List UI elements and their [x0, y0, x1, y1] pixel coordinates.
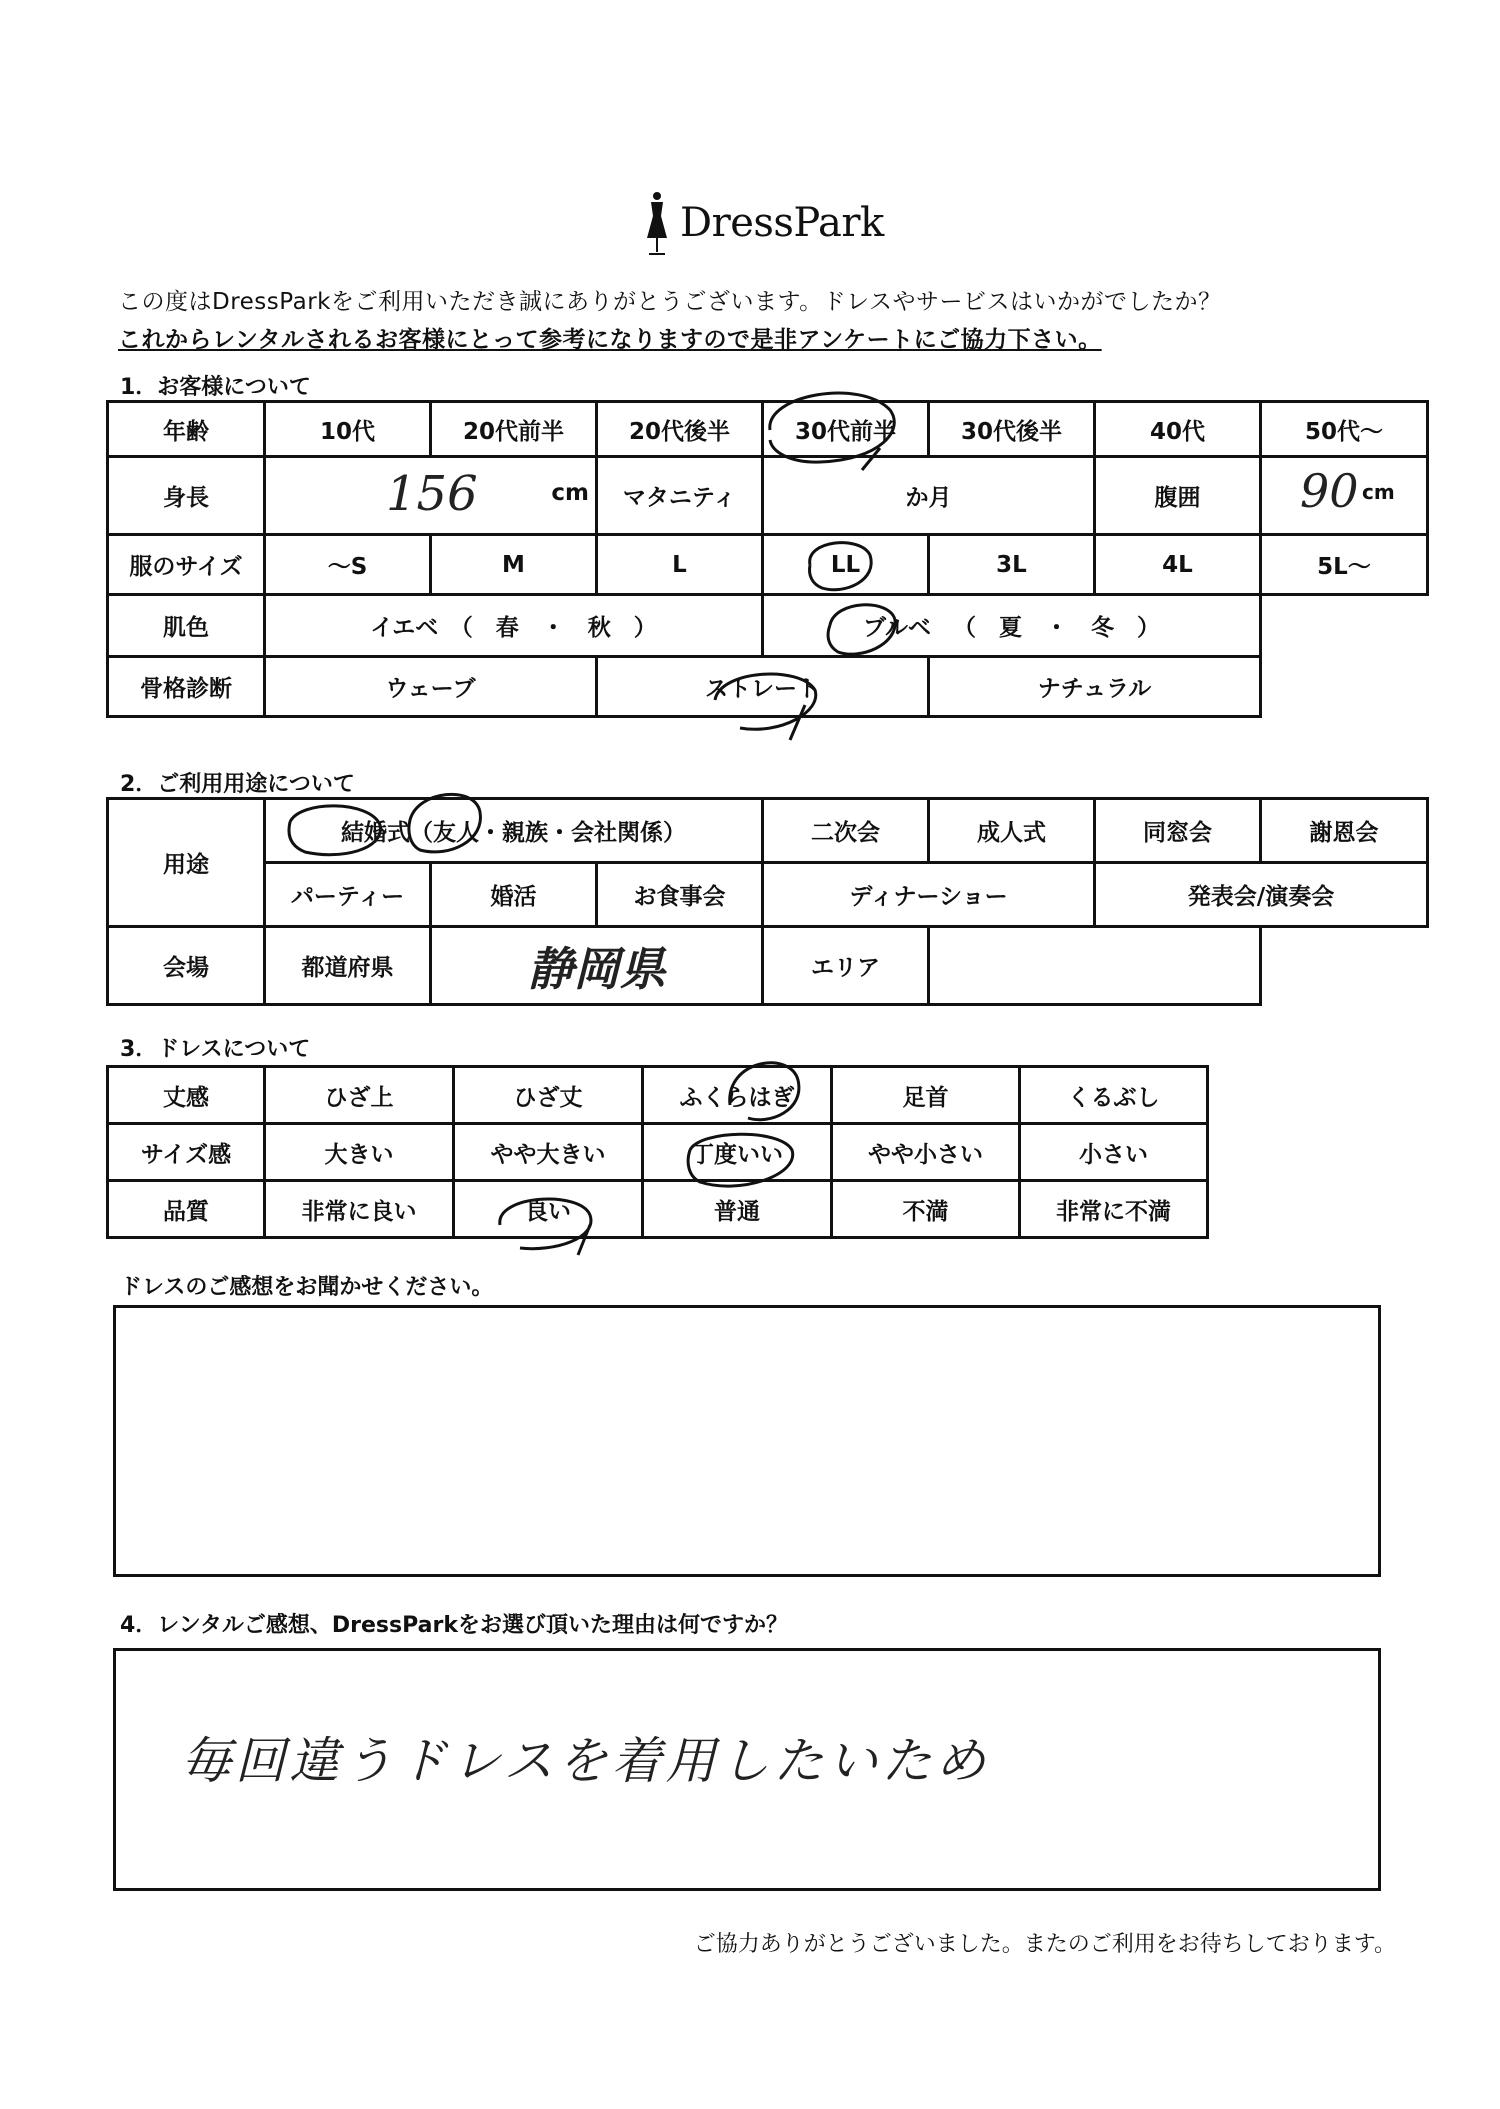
size-option[interactable]: 5L～	[1261, 535, 1428, 595]
quality-option[interactable]: 不満	[832, 1181, 1020, 1238]
usage-option[interactable]: 発表会/演奏会	[1095, 863, 1428, 927]
frame-option-selected[interactable]: ストレート	[597, 657, 929, 717]
size-option[interactable]: 4L	[1095, 535, 1261, 595]
waist-label: 腹囲	[1095, 457, 1261, 535]
size-option[interactable]: 3L	[929, 535, 1095, 595]
quality-option-selected[interactable]: 良い	[454, 1181, 643, 1238]
length-option[interactable]: ひざ丈	[454, 1067, 643, 1124]
footer-thanks: ご協力ありがとうございました。またのご利用をお待ちしております。	[693, 1932, 1396, 1957]
usage-option[interactable]: ディナーショー	[763, 863, 1095, 927]
impression-title: ドレスのご感想をお聞かせください。	[120, 1275, 494, 1300]
length-label: 丈感	[108, 1067, 265, 1124]
section-3-title: 3．ドレスについて	[120, 1037, 311, 1062]
skin-blue-seasons: （ 夏 ・ 冬 ）	[953, 615, 1161, 641]
section-1-title: 1．お客様について	[120, 375, 311, 400]
intro-line-2: これからレンタルされるお客様にとって参考になりますので是非アンケートにご協力下さい。	[118, 327, 1102, 353]
age-option[interactable]: 50代～	[1261, 402, 1428, 457]
fit-option[interactable]: 大きい	[265, 1124, 454, 1181]
frame-option[interactable]: ウェーブ	[265, 657, 597, 717]
fit-label: サイズ感	[108, 1124, 265, 1181]
waist-value: 90	[1300, 464, 1359, 518]
usage-option[interactable]: お食事会	[597, 863, 763, 927]
section-4-title: 4．レンタルご感想、DressParkをお選び頂いた理由は何ですか？	[120, 1613, 788, 1638]
age-option[interactable]: 30代後半	[929, 402, 1095, 457]
size-option-selected[interactable]: LL	[763, 535, 929, 595]
area-label: エリア	[763, 927, 929, 1005]
age-option[interactable]: 10代	[265, 402, 431, 457]
prefecture-value[interactable]: 静岡県	[431, 927, 763, 1005]
fit-option-selected[interactable]: 丁度いい	[643, 1124, 832, 1181]
fit-option[interactable]: 小さい	[1020, 1124, 1208, 1181]
length-option[interactable]: ひざ上	[265, 1067, 454, 1124]
skin-yellow-option[interactable]: イエベ （ 春 ・ 秋 ）	[265, 595, 763, 657]
age-label: 年齢	[108, 402, 265, 457]
size-option[interactable]: L	[597, 535, 763, 595]
skin-blue-label: ブルベ	[862, 615, 932, 641]
use-label: 用途	[108, 799, 265, 927]
dress-form-icon	[640, 190, 674, 260]
reason-textarea[interactable]	[113, 1648, 1381, 1891]
usage-option[interactable]: 謝恩会	[1261, 799, 1428, 863]
size-option[interactable]: M	[431, 535, 597, 595]
usage-option[interactable]: 二次会	[763, 799, 929, 863]
age-option[interactable]: 40代	[1095, 402, 1261, 457]
age-option[interactable]: 20代後半	[597, 402, 763, 457]
intro-line-1: この度はDressParkをご利用いただき誠にありがとうございます。ドレスやサービスはいかがでしたか？	[118, 289, 1222, 315]
reason-answer: 毎回違うドレスを着用したいため	[181, 1732, 990, 1790]
age-option-selected[interactable]: 30代前半	[763, 402, 929, 457]
quality-option[interactable]: 非常に不満	[1020, 1181, 1208, 1238]
wedding-detail: （友人・親族・会社関係）	[410, 820, 686, 846]
usage-table	[106, 797, 1429, 1006]
height-value: 156	[386, 466, 478, 522]
frame-option[interactable]: ナチュラル	[929, 657, 1261, 717]
wedding-label: 結婚式	[341, 820, 410, 846]
maternity-label: マタニティ	[597, 457, 763, 535]
waist-unit: cm	[1362, 480, 1395, 504]
length-option[interactable]: くるぶし	[1020, 1067, 1208, 1124]
skin-label: 肌色	[108, 595, 265, 657]
area-value[interactable]	[929, 927, 1261, 1005]
size-option[interactable]: ～S	[265, 535, 431, 595]
quality-option[interactable]: 非常に良い	[265, 1181, 454, 1238]
usage-option[interactable]: パーティー	[265, 863, 431, 927]
brand-logo	[640, 190, 884, 260]
quality-label: 品質	[108, 1181, 265, 1238]
usage-option[interactable]: 同窓会	[1095, 799, 1261, 863]
height-unit: cm	[551, 480, 589, 506]
height-label: 身長	[108, 457, 265, 535]
length-option-selected[interactable]: ふくらはぎ	[643, 1067, 832, 1124]
empty-cell	[1261, 657, 1428, 717]
frame-label: 骨格診断	[108, 657, 265, 717]
prefecture-label: 都道府県	[265, 927, 431, 1005]
impression-textarea[interactable]	[113, 1305, 1381, 1577]
usage-option[interactable]: 婚活	[431, 863, 597, 927]
venue-label: 会場	[108, 927, 265, 1005]
customer-table	[106, 400, 1429, 718]
skin-blue-option[interactable]	[763, 595, 1261, 657]
logo-text: DressPark	[680, 200, 884, 246]
empty-cell	[1261, 927, 1428, 1005]
maternity-unit: か月	[905, 485, 952, 511]
usage-option[interactable]: 成人式	[929, 799, 1095, 863]
size-label: 服のサイズ	[108, 535, 265, 595]
wedding-option[interactable]	[265, 799, 763, 863]
fit-option[interactable]: やや小さい	[832, 1124, 1020, 1181]
quality-option[interactable]: 普通	[643, 1181, 832, 1238]
maternity-field[interactable]	[763, 457, 1095, 535]
waist-field[interactable]	[1261, 457, 1428, 535]
length-option[interactable]: 足首	[832, 1067, 1020, 1124]
age-option[interactable]: 20代前半	[431, 402, 597, 457]
dress-table	[106, 1065, 1209, 1239]
section-2-title: 2．ご利用用途について	[120, 772, 355, 797]
height-field[interactable]	[265, 457, 597, 535]
empty-cell	[1261, 595, 1428, 657]
fit-option[interactable]: やや大きい	[454, 1124, 643, 1181]
